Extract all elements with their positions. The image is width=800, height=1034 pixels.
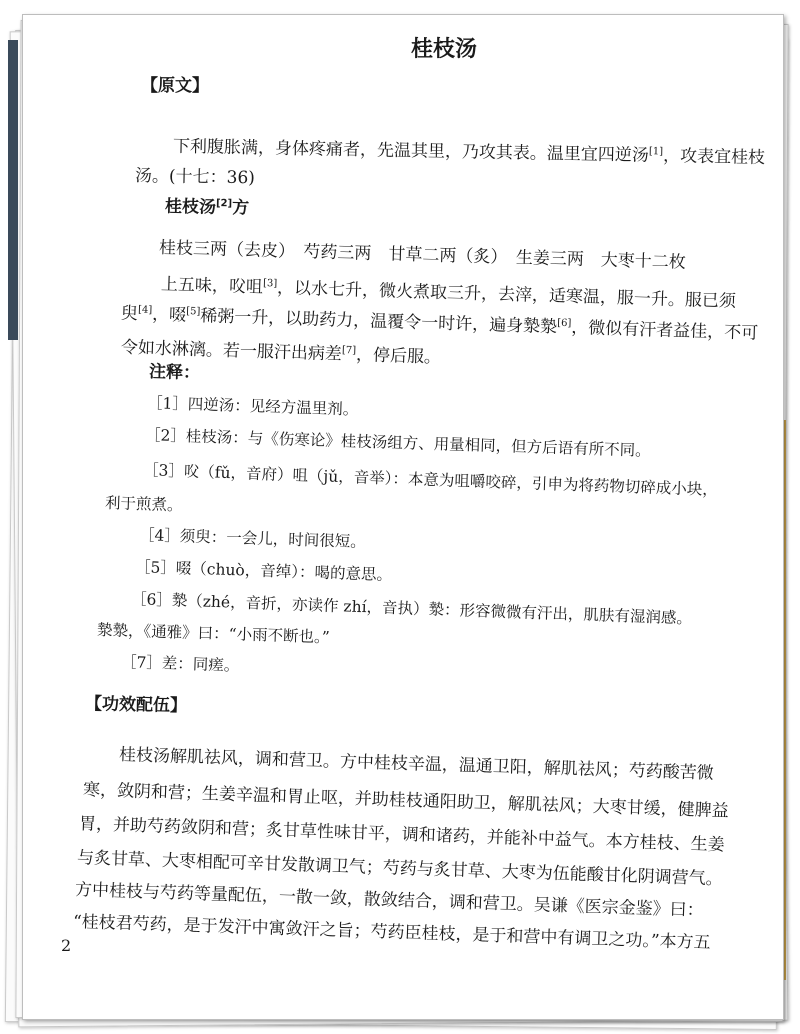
notes-heading: 注释：	[148, 362, 201, 384]
section-heading-original: 【原文】	[141, 76, 209, 96]
formula-method-line: 上五味，㕮咀[3]，以水七升，微火煮取三升，去滓，适寒温，服一升。服已须	[160, 274, 737, 312]
formula-method-line: 令如水淋漓。若一服汗出病差[7]，停后服。	[120, 337, 442, 368]
document-page	[22, 14, 784, 1020]
effect-paragraph-line: 胃，并助芍药敛阴和营；炙甘草性味甘平，调和诸药，并能补中益气。本方桂枝、生姜	[78, 814, 725, 856]
page-title: 桂枝汤	[411, 37, 478, 62]
note-item: ［7］差：同瘥。	[120, 653, 240, 675]
note-item: ［3］㕮（fǔ，音府）咀（jǔ，音举）：本意为咀嚼咬碎，引申为将药物切碎成小块，	[142, 461, 719, 500]
note-item: ［4］须臾：一会儿，时间很短。	[138, 526, 367, 552]
effect-paragraph-line: 寒，敛阴和营；生姜辛温和胃止呕，并助桂枝通阳助卫，解肌祛风；大枣甘缓，健脾益	[82, 780, 729, 822]
original-text-line: 汤。(十七：36)	[134, 166, 256, 189]
note-item-continued: 漐漐，《通雅》曰：“小雨不断也。”	[96, 621, 331, 647]
page-number: 2	[61, 936, 72, 955]
effect-paragraph-line: “桂枝君芍药，是于发汗中寓敛汗之旨；芍药臣桂枝，是于和营中有调卫之功。”本方五	[72, 912, 711, 954]
effect-paragraph-line: 与炙甘草、大枣相配可辛甘发散调卫气；芍药与炙甘草、大枣为伍能酸甘化阴调营气。	[76, 848, 723, 890]
note-item: ［6］漐（zhé，音折，亦读作 zhí，音执）漐：形容微微有汗出，肌肤有湿润感。	[130, 590, 693, 628]
note-item-continued: 利于煎煮。	[104, 494, 183, 515]
book-edge	[8, 40, 18, 340]
original-text-line: 下利腹胀满，身体疼痛者，先温其里，乃攻其表。温里宜四逆汤[1]，攻表宜桂枝	[172, 136, 766, 169]
note-item: ［2］桂枝汤：与《伤寒论》桂枝汤组方、用量相同，但方后语有所不同。	[144, 426, 651, 460]
formula-heading: 桂枝汤[2]方	[164, 196, 250, 219]
note-item: ［5］啜（chuò，音绰）：喝的意思。	[134, 558, 393, 585]
effect-paragraph-line: 桂枝汤解肌祛风，调和营卫。方中桂枝辛温，温通卫阳，解肌祛风；芍药酸苦微	[118, 745, 715, 784]
note-item: ［1］四逆汤：见经方温里剂。	[146, 394, 359, 419]
effect-paragraph-line: 方中桂枝与芍药等量配伍，一散一敛，散敛结合，调和营卫。吴谦《医宗金鉴》曰：	[74, 880, 704, 921]
formula-ingredients: 桂枝三两（去皮） 芍药三两 甘草二两（炙） 生姜三两 大枣十二枚	[158, 238, 687, 273]
formula-method-line: 臾[4]，啜[5]稀粥一升，以助药力，温覆令一时许，遍身漐漐[6]，微似有汗者益佳，不可	[120, 303, 759, 344]
section-heading-effect: 【功效配伍】	[84, 694, 188, 717]
